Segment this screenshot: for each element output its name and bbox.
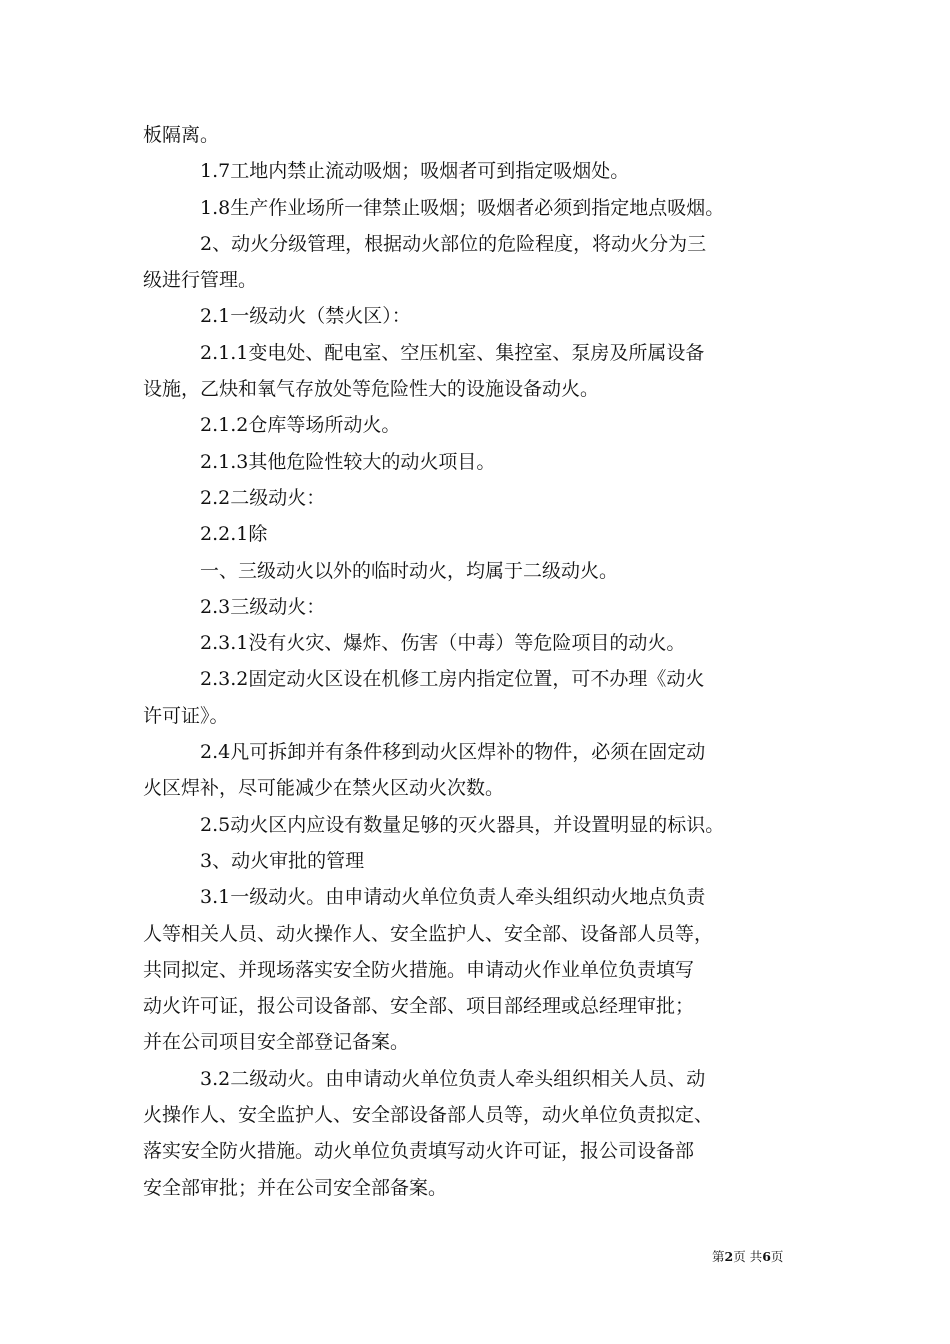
- text-line: 2.3.2固定动火区设在机修工房内指定位置，可不办理《动火: [200, 668, 705, 691]
- text-line: 共同拟定、并现场落实安全防火措施。申请动火作业单位负责填写: [143, 958, 695, 981]
- text-line: 火操作人、安全监护人、安全部设备部人员等，动火单位负责拟定、: [143, 1104, 714, 1127]
- text-line: 2.4凡可拆卸并有条件移到动火区焊补的物件，必须在固定动: [200, 741, 706, 764]
- text-line: 2.3.1没有火灾、爆炸、伤害（中毒）等危险项目的动火。: [200, 632, 686, 655]
- text-line: 动火许可证，报公司设备部、安全部、项目部经理或总经理审批；: [143, 995, 695, 1018]
- text-line: 2.1.3其他危险性较大的动火项目。: [200, 450, 496, 473]
- text-line: 人等相关人员、动火操作人、安全监护人、安全部、设备部人员等，: [143, 922, 714, 945]
- text-line: 一、三级动火以外的临时动火，均属于二级动火。: [200, 559, 619, 582]
- text-line: 设施，乙炔和氧气存放处等危险性大的设施设备动火。: [143, 378, 600, 401]
- text-line: 2、动火分级管理，根据动火部位的危险程度，将动火分为三: [200, 232, 707, 255]
- text-line: 2.1一级动火（禁火区）：: [200, 305, 411, 328]
- text-line: 落实安全防火措施。动火单位负责填写动火许可证，报公司设备部: [143, 1140, 695, 1163]
- text-line: 级进行管理。: [143, 269, 258, 292]
- text-line: 2.2二级动火：: [200, 486, 326, 509]
- text-line: 1.7工地内禁止流动吸烟；吸烟者可到指定吸烟处。: [200, 160, 630, 183]
- text-line: 3.1一级动火。由申请动火单位负责人牵头组织动火地点负责: [200, 886, 706, 909]
- text-line: 板隔离。: [143, 124, 220, 146]
- text-line: 2.3三级动火：: [200, 595, 326, 618]
- text-line: 火区焊补，尽可能减少在禁火区动火次数。: [143, 777, 505, 800]
- footer-prefix: 第: [712, 1249, 725, 1264]
- text-line: 2.2.1除: [200, 523, 268, 546]
- text-line: 3、动火审批的管理: [200, 849, 365, 872]
- text-line: 安全部审批；并在公司安全部备案。: [143, 1176, 448, 1199]
- text-line: 3.2二级动火。由申请动火单位负责人牵头组织相关人员、动: [200, 1067, 706, 1090]
- text-line: 并在公司项目安全部登记备案。: [143, 1031, 410, 1054]
- footer-suffix: 页: [770, 1249, 784, 1264]
- text-line: 2.5动火区内应设有数量足够的灭火器具，并设置明显的标识。: [200, 813, 725, 836]
- text-line: 2.1.2仓库等场所动火。: [200, 414, 401, 437]
- current-page-number: 2: [724, 1249, 734, 1264]
- text-line: 许可证》。: [143, 704, 229, 727]
- page-footer: [712, 1247, 783, 1265]
- text-line: 1.8生产作业场所一律禁止吸烟；吸烟者必须到指定地点吸烟。: [200, 196, 725, 219]
- footer-middle: 页 共: [733, 1249, 763, 1264]
- total-page-number: 6: [762, 1249, 771, 1264]
- text-line: 2.1.1变电处、配电室、空压机室、集控室、泵房及所属设备: [200, 341, 705, 364]
- document-body: [143, 117, 813, 1206]
